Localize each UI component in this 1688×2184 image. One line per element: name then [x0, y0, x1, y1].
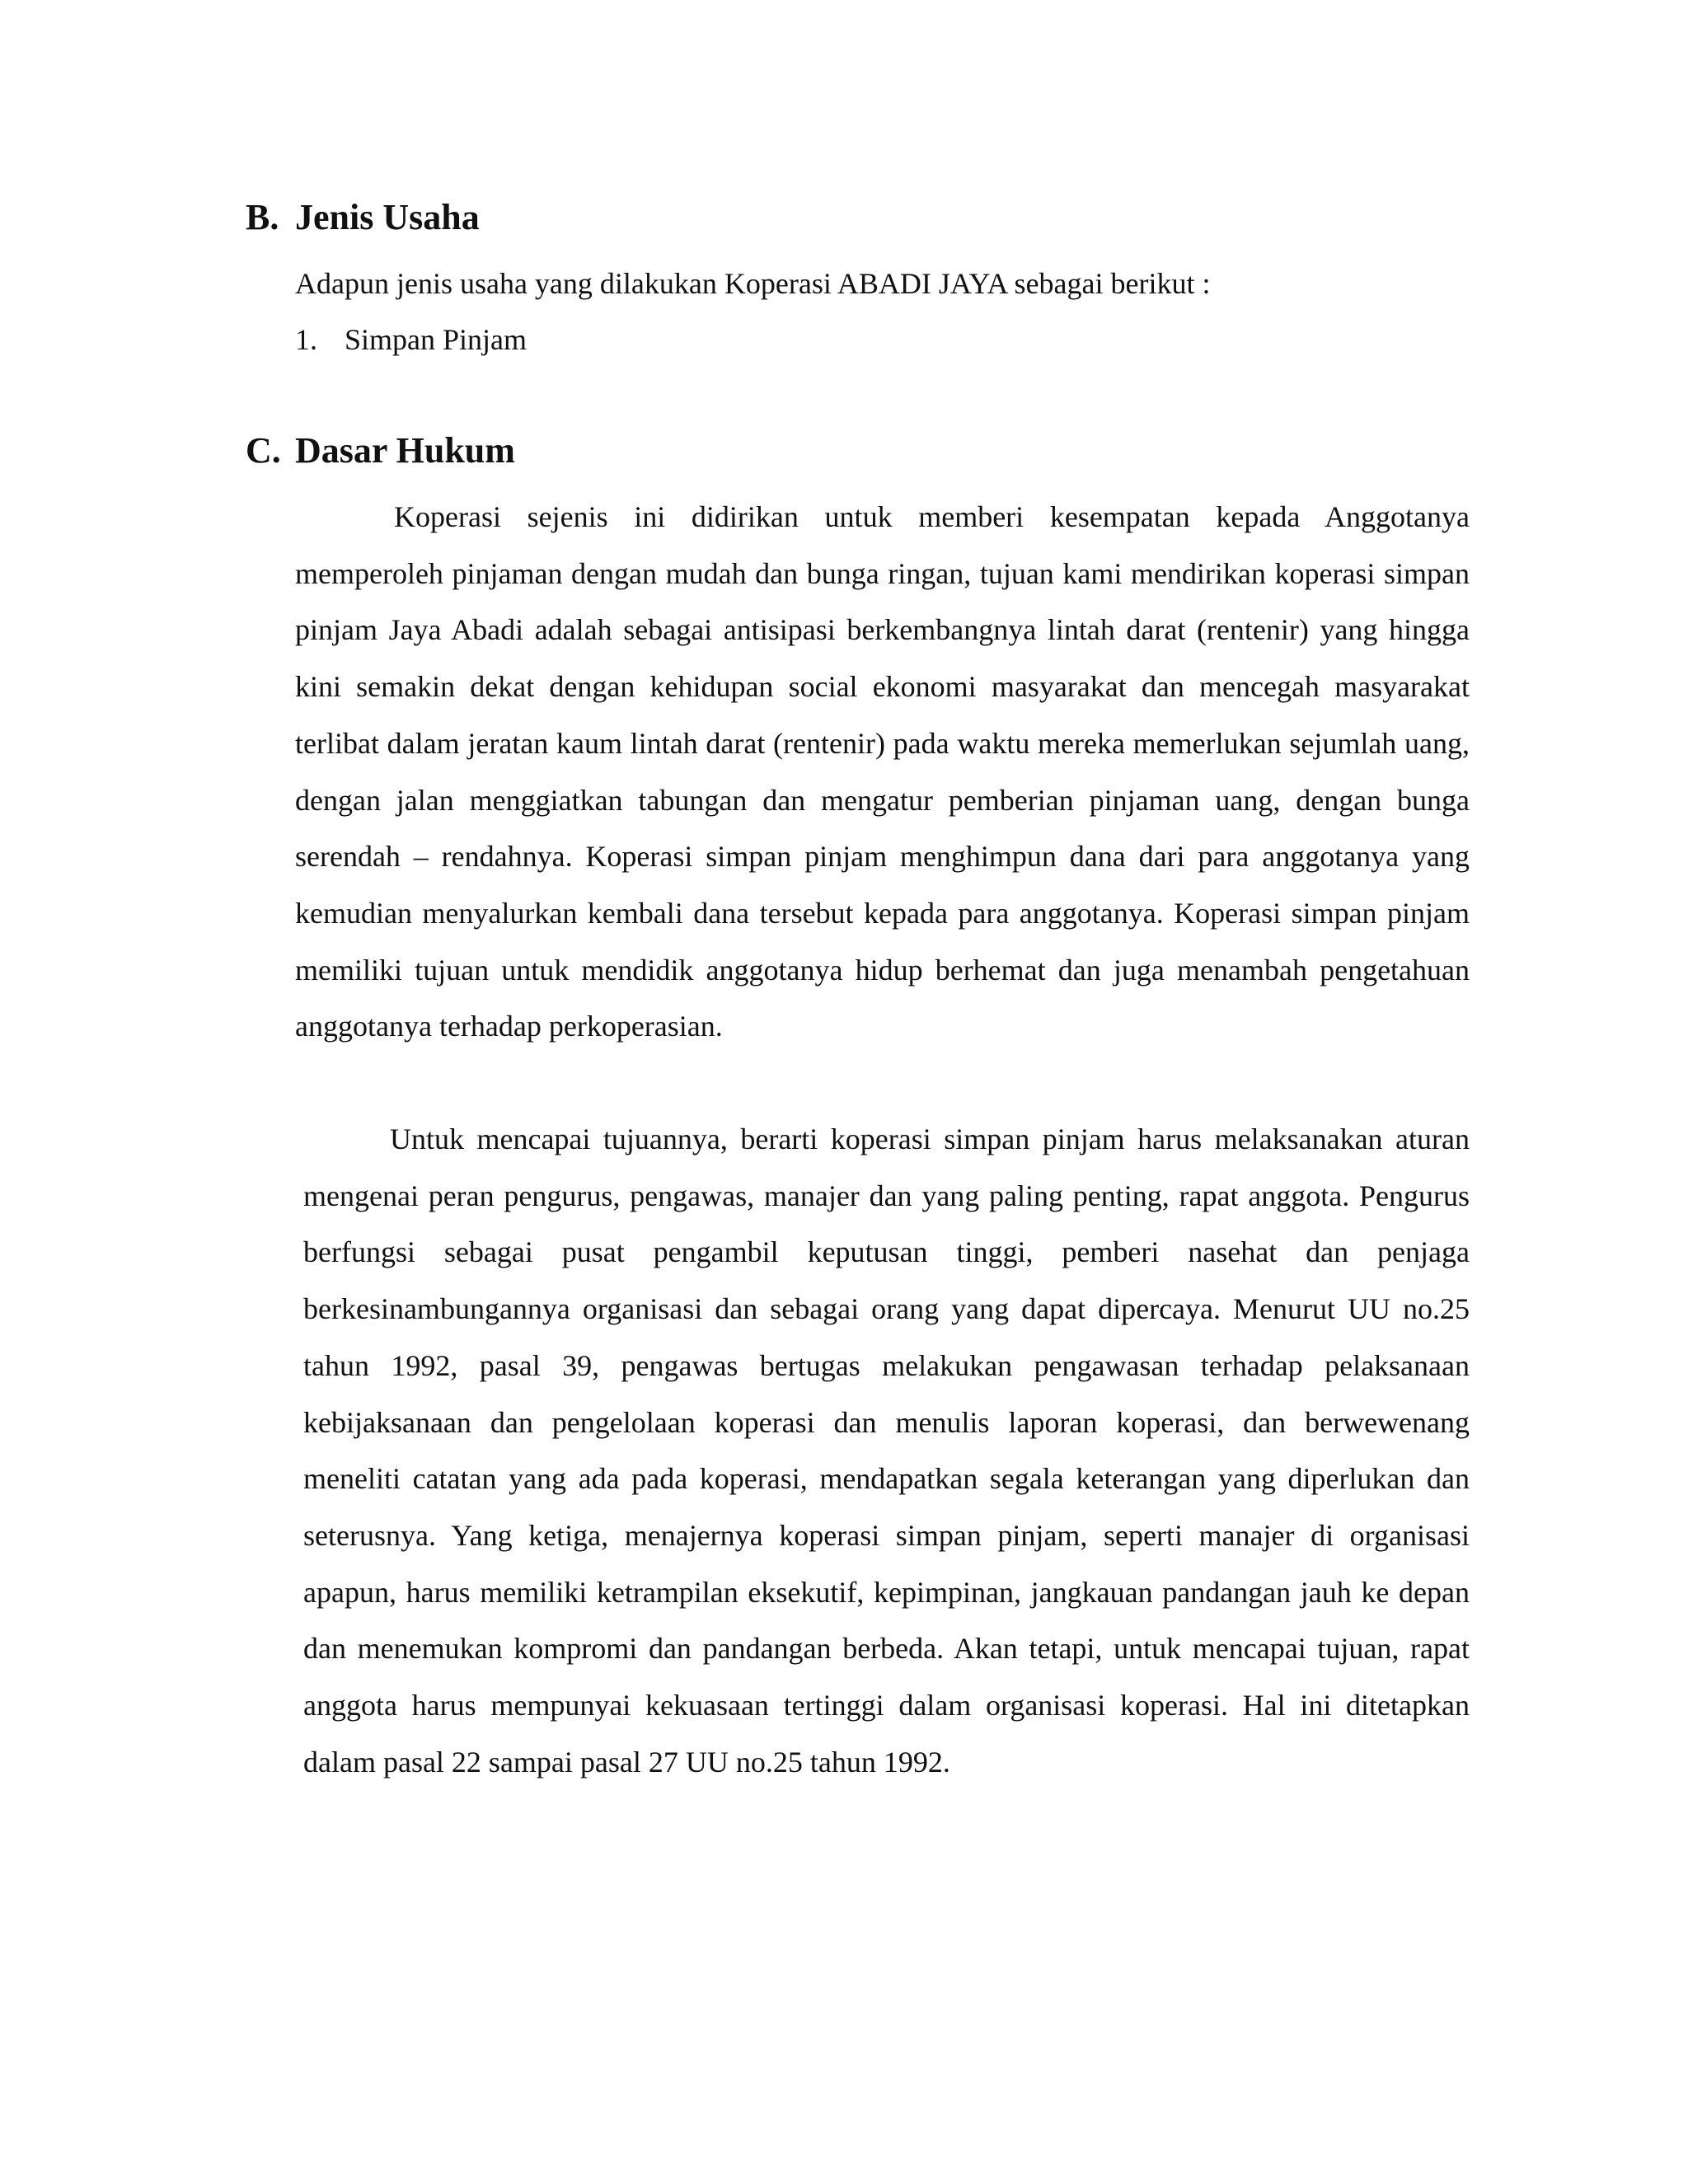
body-paragraph-2: Untuk mencapai tujuannya, berarti koperasi simpan pinjam harus melaksanakan aturan mengenai peran pengurus, pengawas, manajer dan yang paling penting, rapat anggota. Pengurus berfungsi sebagai pusat pengambil keputusan tinggi, pemberi nasehat dan penjaga berkesinambungannya organisasi dan sebagai orang yang dapat dipercaya. Menurut UU no.25 tahun 1992, pasal 39, pengawas bertugas melakukan pengawasan terhadap pelaksanaan kebijaksanaan dan pengelolaan koperasi dan menulis laporan koperasi, dan berwewenang meneliti catatan yang ada pada koperasi, mendapatkan segala keterangan yang diperlukan dan seterusnya. Yang ketiga, menajernya koperasi simpan pinjam, seperti manajer di organisasi apapun, harus memiliki ketrampilan eksekutif, kepimpinan, jangkauan pandangan jauh ke depan dan menemukan kompromi dan pandangan berbeda. Akan tetapi, untuk mencapai tujuan, rapat anggota harus mempunyai kekuasaan tertinggi dalam organisasi koperasi. Hal ini ditetapkan dalam pasal 22 sampai pasal 27 UU no.25 tahun 1992. — [303, 1122, 1470, 1779]
list-item-number: 1. — [295, 323, 317, 356]
section-heading-jenis-usaha — [246, 199, 480, 236]
section-title: Dasar Hukum — [295, 430, 515, 471]
list-item-text: Simpan Pinjam — [345, 323, 528, 356]
list-item — [295, 325, 527, 354]
section-title: Jenis Usaha — [295, 197, 480, 237]
section-intro-text: Adapun jenis usaha yang dilakukan Koperasi ABADI JAYA sebagai berikut : — [295, 267, 1211, 300]
section-label: B. — [246, 197, 279, 237]
section-label: C. — [246, 430, 281, 471]
section-heading-dasar-hukum — [246, 430, 515, 471]
body-paragraph-1: Koperasi sejenis ini didirikan untuk memberi kesempatan kepada Anggotanya memperoleh pinjaman dengan mudah dan bunga ringan, tujuan kami mendirikan koperasi simpan pinjam Jaya Abadi adalah sebagai antisipasi berkembangnya lintah darat (rentenir) yang hingga kini semakin dekat dengan kehidupan social ekonomi masyarakat dan mencegah masyarakat terlibat dalam jeratan kaum lintah darat (rentenir) pada waktu mereka memerlukan sejumlah uang, dengan jalan menggiatkan tabungan dan mengatur pemberian pinjaman uang, dengan bunga serendah – rendahnya. Koperasi simpan pinjam menghimpun dana dari para anggotanya yang kemudian menyalurkan kembali dana tersebut kepada para anggotanya. Koperasi simpan pinjam memiliki tujuan untuk mendidik anggotanya hidup berhemat dan juga menambah pengetahuan anggotanya terhadap perkoperasian. — [295, 500, 1470, 1043]
